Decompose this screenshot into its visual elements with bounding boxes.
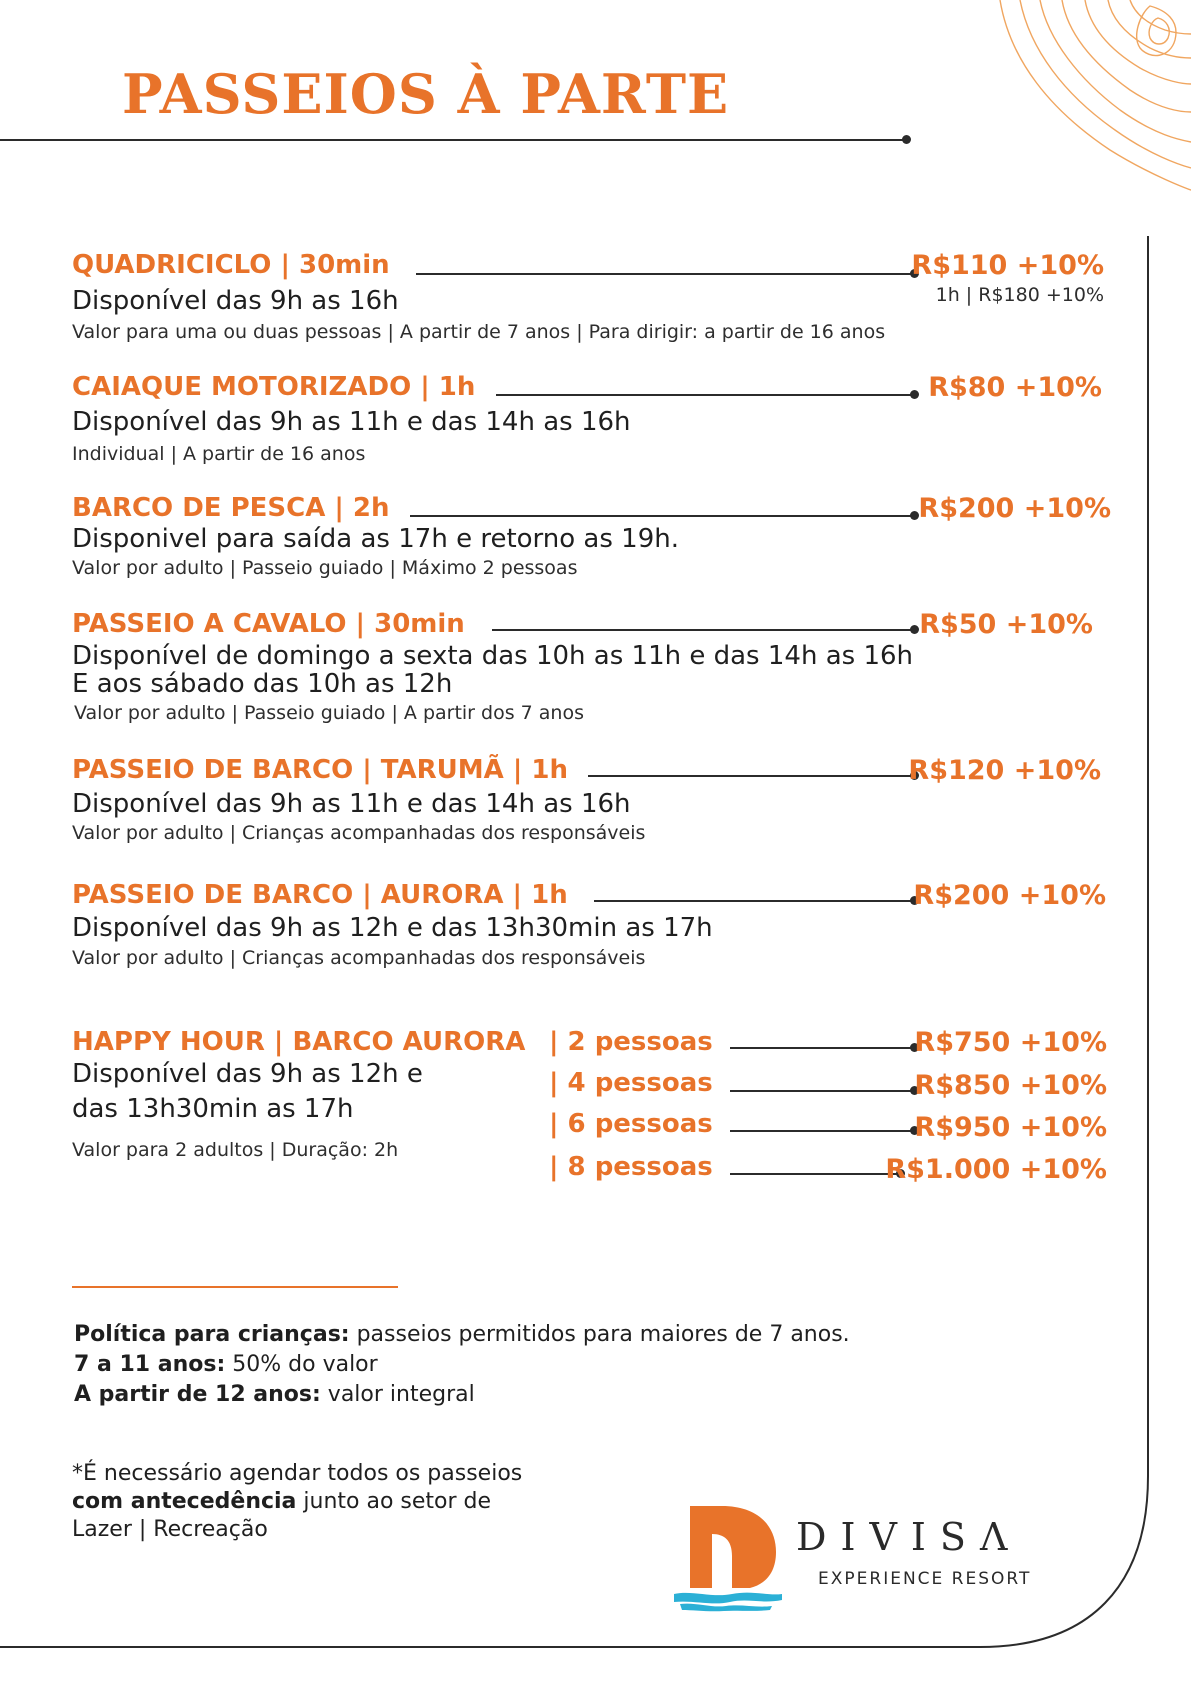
activity-availability: Disponível de domingo a sexta das 10h as 11h e das 14h as 16h (72, 641, 914, 671)
activity-availability: Disponível das 9h as 11h e das 14h as 16h (72, 407, 631, 437)
activity-price: R$120 +10% (908, 755, 1101, 786)
happy-hour-note: Valor para 2 adultos | Duração: 2h (72, 1139, 399, 1161)
brand-name: DIVISΛ (796, 1515, 1022, 1559)
activity-name: PASSEIO DE BARCO | AURORA | 1h (72, 880, 568, 910)
activity-note: Valor por adulto | Passeio guiado | A partir dos 7 anos (74, 702, 584, 724)
activity-price: R$200 +10% (918, 493, 1111, 524)
happy-hour-option-people: | 8 pessoas (549, 1152, 713, 1182)
happy-hour-option-people: | 6 pessoas (549, 1109, 713, 1139)
activity-price: R$80 +10% (928, 372, 1102, 403)
activity-note: Valor por adulto | Crianças acompanhadas dos responsáveis (72, 822, 646, 844)
policy-divider (72, 1286, 398, 1288)
leader-line (416, 273, 914, 275)
page-title: PASSEIOS À PARTE (122, 62, 730, 126)
leader-dot (910, 625, 919, 634)
policy-text: valor integral (320, 1382, 475, 1407)
activity-name: PASSEIO DE BARCO | TARUMÃ | 1h (72, 755, 568, 785)
policy-label: Política para crianças: (74, 1322, 350, 1347)
leader-line (730, 1047, 914, 1049)
policy-text: 50% do valor (225, 1352, 378, 1377)
happy-hour-option-price: R$1.000 +10% (885, 1154, 1107, 1185)
happy-hour-name: HAPPY HOUR | BARCO AURORA (72, 1027, 526, 1057)
happy-hour-availability: das 13h30min as 17h (72, 1094, 354, 1124)
leader-line (730, 1130, 914, 1132)
leader-line (410, 515, 914, 517)
child-policy (74, 1320, 850, 1410)
footnote-text: *É necessário agendar todos os passeios (72, 1461, 523, 1486)
activity-name: QUADRICICLO | 30min (72, 250, 390, 280)
activity-note: Valor para uma ou duas pessoas | A partir de 7 anos | Para dirigir: a partir de 16 anos (72, 321, 886, 343)
leader-line (730, 1173, 900, 1175)
activity-name: BARCO DE PESCA | 2h (72, 493, 390, 523)
leader-line (594, 900, 914, 902)
activity-note: Valor por adulto | Passeio guiado | Máximo 2 pessoas (72, 557, 578, 579)
leader-line (730, 1090, 914, 1092)
policy-line (74, 1380, 850, 1410)
policy-line (74, 1350, 850, 1380)
activity-price: R$110 +10% (911, 250, 1104, 281)
happy-hour-availability: Disponível das 9h as 12h e (72, 1059, 423, 1089)
activity-note: Valor por adulto | Crianças acompanhadas dos responsáveis (72, 947, 646, 969)
title-underline-dot (902, 135, 911, 144)
happy-hour-option-price: R$750 +10% (914, 1027, 1107, 1058)
leader-dot (910, 390, 919, 399)
activity-availability: Disponível das 9h as 11h e das 14h as 16h (72, 789, 631, 819)
footnote-text: junto ao setor de Lazer | Recreação (72, 1489, 492, 1542)
activity-price: R$50 +10% (919, 609, 1093, 640)
title-underline (0, 139, 906, 141)
policy-label: 7 a 11 anos: (74, 1352, 226, 1377)
brand-tagline: EXPERIENCE RESORT (818, 1569, 1032, 1589)
booking-footnote (72, 1460, 542, 1544)
policy-label: A partir de 12 anos: (74, 1382, 321, 1407)
leader-line (492, 629, 914, 631)
activity-price-extra: 1h | R$180 +10% (935, 284, 1104, 306)
activity-availability-extra: E aos sábado das 10h as 12h (72, 669, 453, 699)
happy-hour-option-people: | 4 pessoas (549, 1068, 713, 1098)
activity-name: PASSEIO A CAVALO | 30min (72, 609, 465, 639)
policy-text: passeios permitidos para maiores de 7 anos. (349, 1322, 850, 1347)
footnote-bold: com antecedência (72, 1489, 297, 1514)
leader-line (588, 775, 914, 777)
activity-name: CAIAQUE MOTORIZADO | 1h (72, 372, 476, 402)
activity-availability: Disponivel para saída as 17h e retorno as 19h. (72, 524, 680, 554)
activity-note: Individual | A partir de 16 anos (72, 443, 366, 465)
divisa-logo-mark (672, 1500, 784, 1612)
happy-hour-option-price: R$850 +10% (914, 1070, 1107, 1101)
activity-availability: Disponível das 9h as 12h e das 13h30min as 17h (72, 913, 713, 943)
activity-price: R$200 +10% (913, 880, 1106, 911)
activity-availability: Disponível das 9h as 16h (72, 286, 399, 316)
topographic-decoration (990, 0, 1191, 200)
leader-line (496, 394, 914, 396)
policy-line (74, 1320, 850, 1350)
happy-hour-option-people: | 2 pessoas (549, 1027, 713, 1057)
happy-hour-option-price: R$950 +10% (914, 1112, 1107, 1143)
